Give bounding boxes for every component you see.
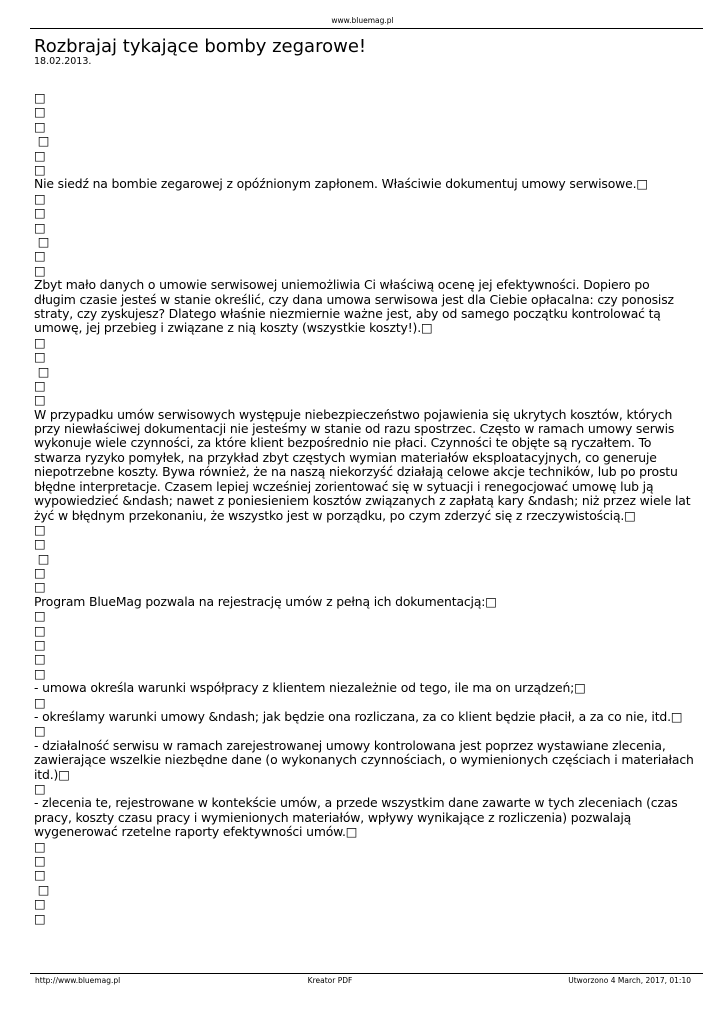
body-paragraph: - umowa określa warunki współpracy z klientem niezależnie od tego, ile ma on urządzeń;□: [34, 680, 586, 696]
article-date: 18.02.2013.: [34, 56, 92, 67]
placeholder-box: □: [34, 536, 46, 552]
placeholder-box: □: [34, 161, 46, 177]
header-divider: [30, 28, 703, 29]
body-paragraph: W przypadku umów serwisowych występuje niebezpieczeństwo pojawienia się ukrytych kosztów, których przy niewłaściwej dokumentacji nie jesteśmy w stanie od razu spostrzec. Często w ramach umowy serwis wykonuje wiele czynności, za które klient bezpośrednio nie płaci. Czynności te objęte są ryczałtem. To stwarza ryzyko pomyłek, na przykład zbyt częstych wymian materiałów eksploatacyjnych, co generuje niepotrzebne koszty. Bywa również, że na naszą niekorzyść działają celowe akcje techników, lub po prostu błędne interpretacje. Czasem lepiej wcześniej zorientować się w sytuacji i renegocjować umowę lub ją wypowiedzieć &ndash; nawet z poniesieniem kosztów związanych z zapłatą kary &ndash; niż przez wiele lat żyć w błędnym przekonaniu, że wszystko jest w porządku, po czym zderzyć się z rzeczywistością.□: [34, 406, 691, 523]
placeholder-box: □: [34, 665, 46, 681]
placeholder-box: □: [34, 133, 50, 149]
placeholder-box: □: [34, 392, 46, 408]
body-paragraph: Zbyt mało danych o umowie serwisowej uniemożliwia Ci właściwą ocenę jej efektywności. Dopiero po długim czasie jesteś w stanie określić, czy dana umowa serwisowa jest dla Ciebie opłacalna: czy ponosisz straty, czy zyskujesz? Dlatego właśnie niezmiernie ważne jest, aby od samego początku kontrolować tą umowę, jej przebieg i związane z nią koszty (wszystkie koszty!).□: [34, 277, 674, 336]
placeholder-box: □: [34, 896, 46, 912]
placeholder-box: □: [34, 233, 50, 249]
placeholder-box: □: [34, 723, 46, 739]
body-paragraph: - określamy warunki umowy &ndash; jak będzie ona rozliczana, za co klient będzie płacił, a za co nie, itd.□: [34, 709, 683, 725]
placeholder-box: □: [34, 781, 46, 797]
footer-created: Utworzono 4 March, 2017, 01:10: [568, 976, 691, 985]
placeholder-box: □: [34, 881, 50, 897]
body-paragraph: - zlecenia te, rejestrowane w kontekście umów, a przede wszystkim dane zawarte w tych zleceniach (czas pracy, koszty czasu pracy i wymienionych materiałów, wpływy wynikające z rozliczenia) pozwalają wygenerować rzetelne raporty efektywności umów.□: [34, 795, 678, 840]
placeholder-box: □: [34, 651, 46, 667]
placeholder-box: □: [34, 565, 46, 581]
article-title: Rozbrajaj tykające bomby zegarowe!: [34, 36, 367, 57]
placeholder-box: □: [34, 521, 46, 537]
placeholder-box: □: [34, 867, 46, 883]
placeholder-box: □: [34, 579, 46, 595]
placeholder-box: □: [34, 377, 46, 393]
placeholder-box: □: [34, 694, 46, 710]
placeholder-box: □: [34, 550, 50, 566]
placeholder-box: □: [34, 622, 46, 638]
body-paragraph: - działalność serwisu w ramach zarejestrowanej umowy kontrolowana jest poprzez wystawiane zlecenia, zawierające wszelkie niezbędne dane (o wykonanych czynnościach, o wymienionych częściach i materiałach itd.)□: [34, 737, 694, 782]
placeholder-box: □: [34, 910, 46, 926]
placeholder-box: □: [34, 190, 46, 206]
placeholder-box: □: [34, 349, 46, 365]
footer-divider: [30, 973, 703, 974]
placeholder-box: □: [34, 853, 46, 869]
footer-url: http://www.bluemag.pl: [35, 976, 121, 985]
placeholder-box: □: [34, 637, 46, 653]
placeholder-box: □: [34, 334, 46, 350]
placeholder-box: □: [34, 205, 46, 221]
body-paragraph: Nie siedź na bombie zegarowej z opóźnionym zapłonem. Właściwie dokumentuj umowy serwisowe.□: [34, 176, 648, 192]
placeholder-box: □: [34, 219, 46, 235]
placeholder-box: □: [34, 90, 46, 105]
placeholder-box: □: [34, 248, 46, 264]
footer-generator: Kreator PDF: [307, 976, 353, 985]
placeholder-box: □: [34, 838, 46, 854]
placeholder-box: □: [34, 118, 46, 134]
placeholder-box: □: [34, 104, 46, 120]
body-paragraph: Program BlueMag pozwala na rejestrację umów z pełną ich dokumentacją:□: [34, 593, 497, 609]
placeholder-box: □: [34, 262, 46, 278]
header-site-url: www.bluemag.pl: [331, 16, 394, 25]
placeholder-box: □: [34, 608, 46, 624]
article-body: [34, 91, 694, 926]
placeholder-box: □: [34, 147, 46, 163]
placeholder-box: □: [34, 363, 50, 379]
